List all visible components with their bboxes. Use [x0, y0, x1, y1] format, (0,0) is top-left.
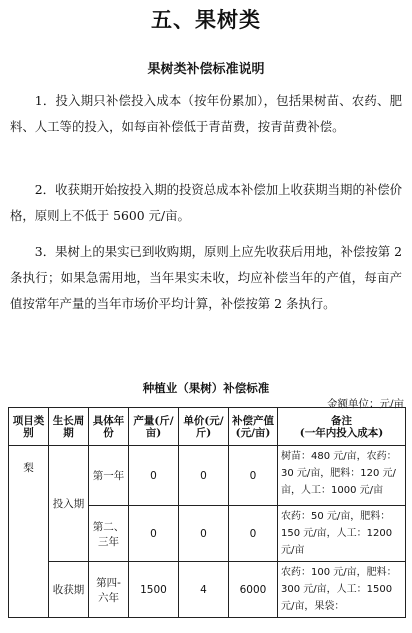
unit-label: 金额单位：元/亩	[326, 398, 404, 410]
price-cell: 4	[179, 562, 229, 618]
header-category: 项目类别	[9, 408, 49, 446]
note-cell: 农药：50 元/亩，肥料：150 元/亩，人工：1200 元/亩	[278, 506, 406, 562]
price-cell: 0	[179, 506, 229, 562]
section-title: 五、果树类	[151, 8, 261, 32]
note-cell: 树苗：480 元/亩，农药：30 元/亩，肥料：120 元/亩，人工：1000 元/亩	[278, 446, 406, 506]
header-note-title: 备注	[331, 414, 352, 427]
header-yield: 产量(斤/亩)	[129, 408, 179, 446]
table-caption: 种植业（果树）补偿标准	[142, 381, 270, 395]
price-cell: 0	[179, 446, 229, 506]
year-cell: 第二、三年	[89, 506, 129, 562]
value-cell: 0	[229, 446, 278, 506]
year-cell: 第四-六年	[89, 562, 129, 618]
yield-cell: 0	[129, 506, 179, 562]
period-invest-cell: 投入期	[49, 446, 89, 562]
header-year: 具体年份	[89, 408, 129, 446]
compensation-table	[8, 407, 406, 618]
yield-cell: 1500	[129, 562, 179, 618]
paragraph-2: 2．收获期开始按投入期的投资总成本补偿加上收获期当期的补偿价格，原则上不低于 5600 元/亩。	[10, 182, 403, 223]
table-row	[9, 446, 406, 506]
yield-cell: 0	[129, 446, 179, 506]
header-comp-value: 补偿产值(元/亩)	[229, 408, 278, 446]
explanation-title: 果树类补偿标准说明	[147, 62, 265, 77]
header-unit-price: 单价(元/斤)	[179, 408, 229, 446]
period-harvest-cell: 收获期	[49, 562, 89, 618]
crop-cell: 梨	[9, 446, 49, 618]
header-note	[278, 408, 406, 446]
value-cell: 0	[229, 506, 278, 562]
header-growth-period: 生长周期	[49, 408, 89, 446]
note-cell: 农药：100 元/亩，肥料：300 元/亩，人工：1500 元/亩，果袋：	[278, 562, 406, 618]
header-note-sub: (一年内投入成本)	[299, 426, 384, 439]
value-cell: 6000	[229, 562, 278, 618]
paragraph-3: 3．果树上的果实已到收购期，原则上应先收获后用地，补偿按第 2 条执行；如果急需用地，当年果实未收，均应补偿当年的产值，每亩产值按常年产量的当年市场价平均计算，补偿按第 2 条执行。	[10, 244, 402, 311]
paragraph-1: 1．投入期只补偿投入成本（按年份累加），包括果树苗、农药、肥料、人工等的投入，如每亩补偿低于青苗费，按青苗费补偿。	[10, 93, 402, 134]
table-header-row	[9, 408, 406, 446]
table-row	[9, 562, 406, 618]
year-cell: 第一年	[89, 446, 129, 506]
